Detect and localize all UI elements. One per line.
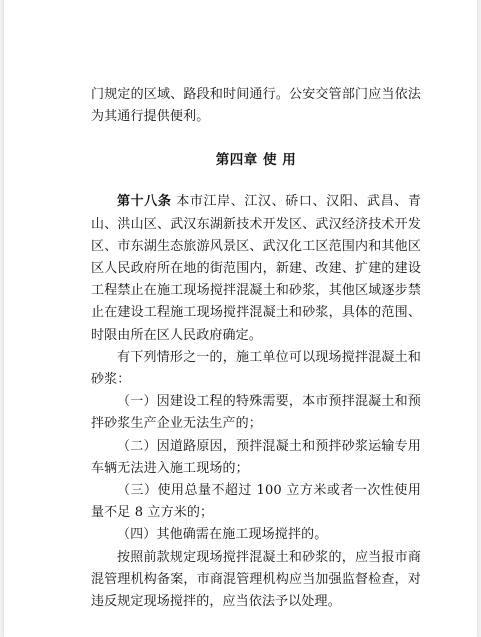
condition-item-2: （二）因道路原因，预拌混凝土和预拌砂浆运输专用车辆无法进入施工现场的； (91, 438, 421, 476)
article-number: 第十八条 (117, 194, 172, 210)
condition-item-4: （四）其他确需在施工现场搅拌的。 (117, 527, 328, 543)
filing-paragraph: 按照前款规定现场搅拌混凝土和砂浆的，应当报市商混管理机构备案，市商混管理机构应当加强监督检查，对违反规定现场搅拌的，应当依法予以处理。 (91, 549, 421, 610)
document-page (4, 0, 477, 637)
article-18-paragraph (91, 191, 421, 346)
document-content (91, 84, 421, 613)
chapter-title: 第四章 使 用 (215, 152, 297, 169)
continuation-paragraph: 门规定的区域、路段和时间通行。公安交管部门应当依法为其通行提供便利。 (91, 87, 421, 125)
article-body: 本市江岸、江汉、硚口、汉阳、武昌、青山、洪山区、武汉东湖新技术开发区、武汉经济技术开发区、市东湖生态旅游风景区、武汉化工区范围内和其他区区人民政府所在地的街范围内，新建、改建、扩建的建设工程禁止在施工现场搅拌混凝土和砂浆，其他区域逐步禁止在建设工程施工现场搅拌混凝土和砂浆，具体的范围、时限由所在区人民政府确定。 (91, 194, 421, 343)
conditions-intro-paragraph: 有下列情形之一的，施工单位可以现场搅拌混凝土和砂浆： (91, 349, 421, 388)
condition-item-1: （一）因建设工程的特殊需要，本市预拌混凝土和预拌砂浆生产企业无法生产的； (91, 394, 421, 432)
condition-item-3: （三）使用总量不超过 100 立方米或者一次性使用量不足 8 立方米的； (91, 483, 421, 521)
